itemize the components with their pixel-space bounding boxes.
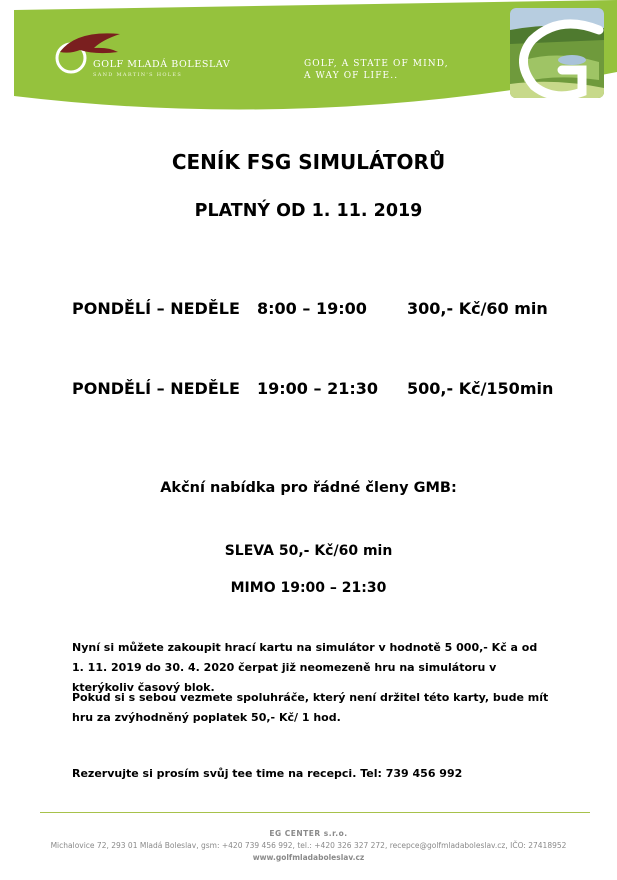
price-amount: 300,- Kč/60 min	[407, 299, 548, 318]
reservation-paragraph: Rezervujte si prosím svůj tee time na recepci. Tel: 739 456 992	[72, 767, 463, 780]
letterhead-banner	[14, 0, 617, 112]
logo-name: GOLF MLADÁ BOLESLAV	[93, 59, 231, 70]
banner-graphic	[14, 0, 617, 112]
slogan-line-1: GOLF, A STATE OF MIND,	[304, 59, 449, 69]
document-title: CENÍK FSG SIMULÁTORŮ	[171, 150, 446, 174]
logo-subtitle: SAND MARTIN'S HOLES	[93, 72, 183, 78]
slogan-line-2: A WAY OF LIFE..	[304, 71, 399, 81]
document-subtitle: PLATNÝ OD 1. 11. 2019	[194, 201, 423, 221]
footer-company: EG CENTER s.r.o.	[269, 829, 348, 838]
price-time: 19:00 – 21:30	[257, 379, 378, 398]
card-paragraph: Nyní si můžete zakoupit hrací kartu na simulátor v hodnotě 5 000,- Kč a od 1. 11. 2019 do 30. 4. 2020 čerpat již neomezeně hru na simulátoru v kterýkoliv časový blok.	[72, 641, 538, 694]
offer-discount: SLEVA 50,- Kč/60 min	[224, 543, 393, 559]
price-amount: 500,- Kč/150min	[407, 379, 554, 398]
offer-heading: Akční nabídka pro řádné členy GMB:	[160, 480, 457, 496]
slogan	[304, 58, 449, 82]
price-days: PONDĚLÍ – NEDĚLE	[72, 379, 240, 398]
price-time: 8:00 – 19:00	[257, 299, 367, 318]
footer-address: Michalovice 72, 293 01 Mladá Boleslav, gsm: +420 739 456 992, tel.: +420 326 327 272, recepce@golfmladaboleslav.cz, IČO: 27418952	[50, 841, 567, 850]
footer-website: www.golfmladaboleslav.cz	[252, 853, 365, 862]
footer-divider	[40, 812, 590, 813]
offer-exception: MIMO 19:00 – 21:30	[230, 580, 387, 596]
partner-paragraph: Pokud si s sebou vezmete spoluhráče, který není držitel této karty, bude mít hru za zvýhodněný poplatek 50,- Kč/ 1 hod.	[72, 691, 549, 724]
price-days: PONDĚLÍ – NEDĚLE	[72, 299, 240, 318]
